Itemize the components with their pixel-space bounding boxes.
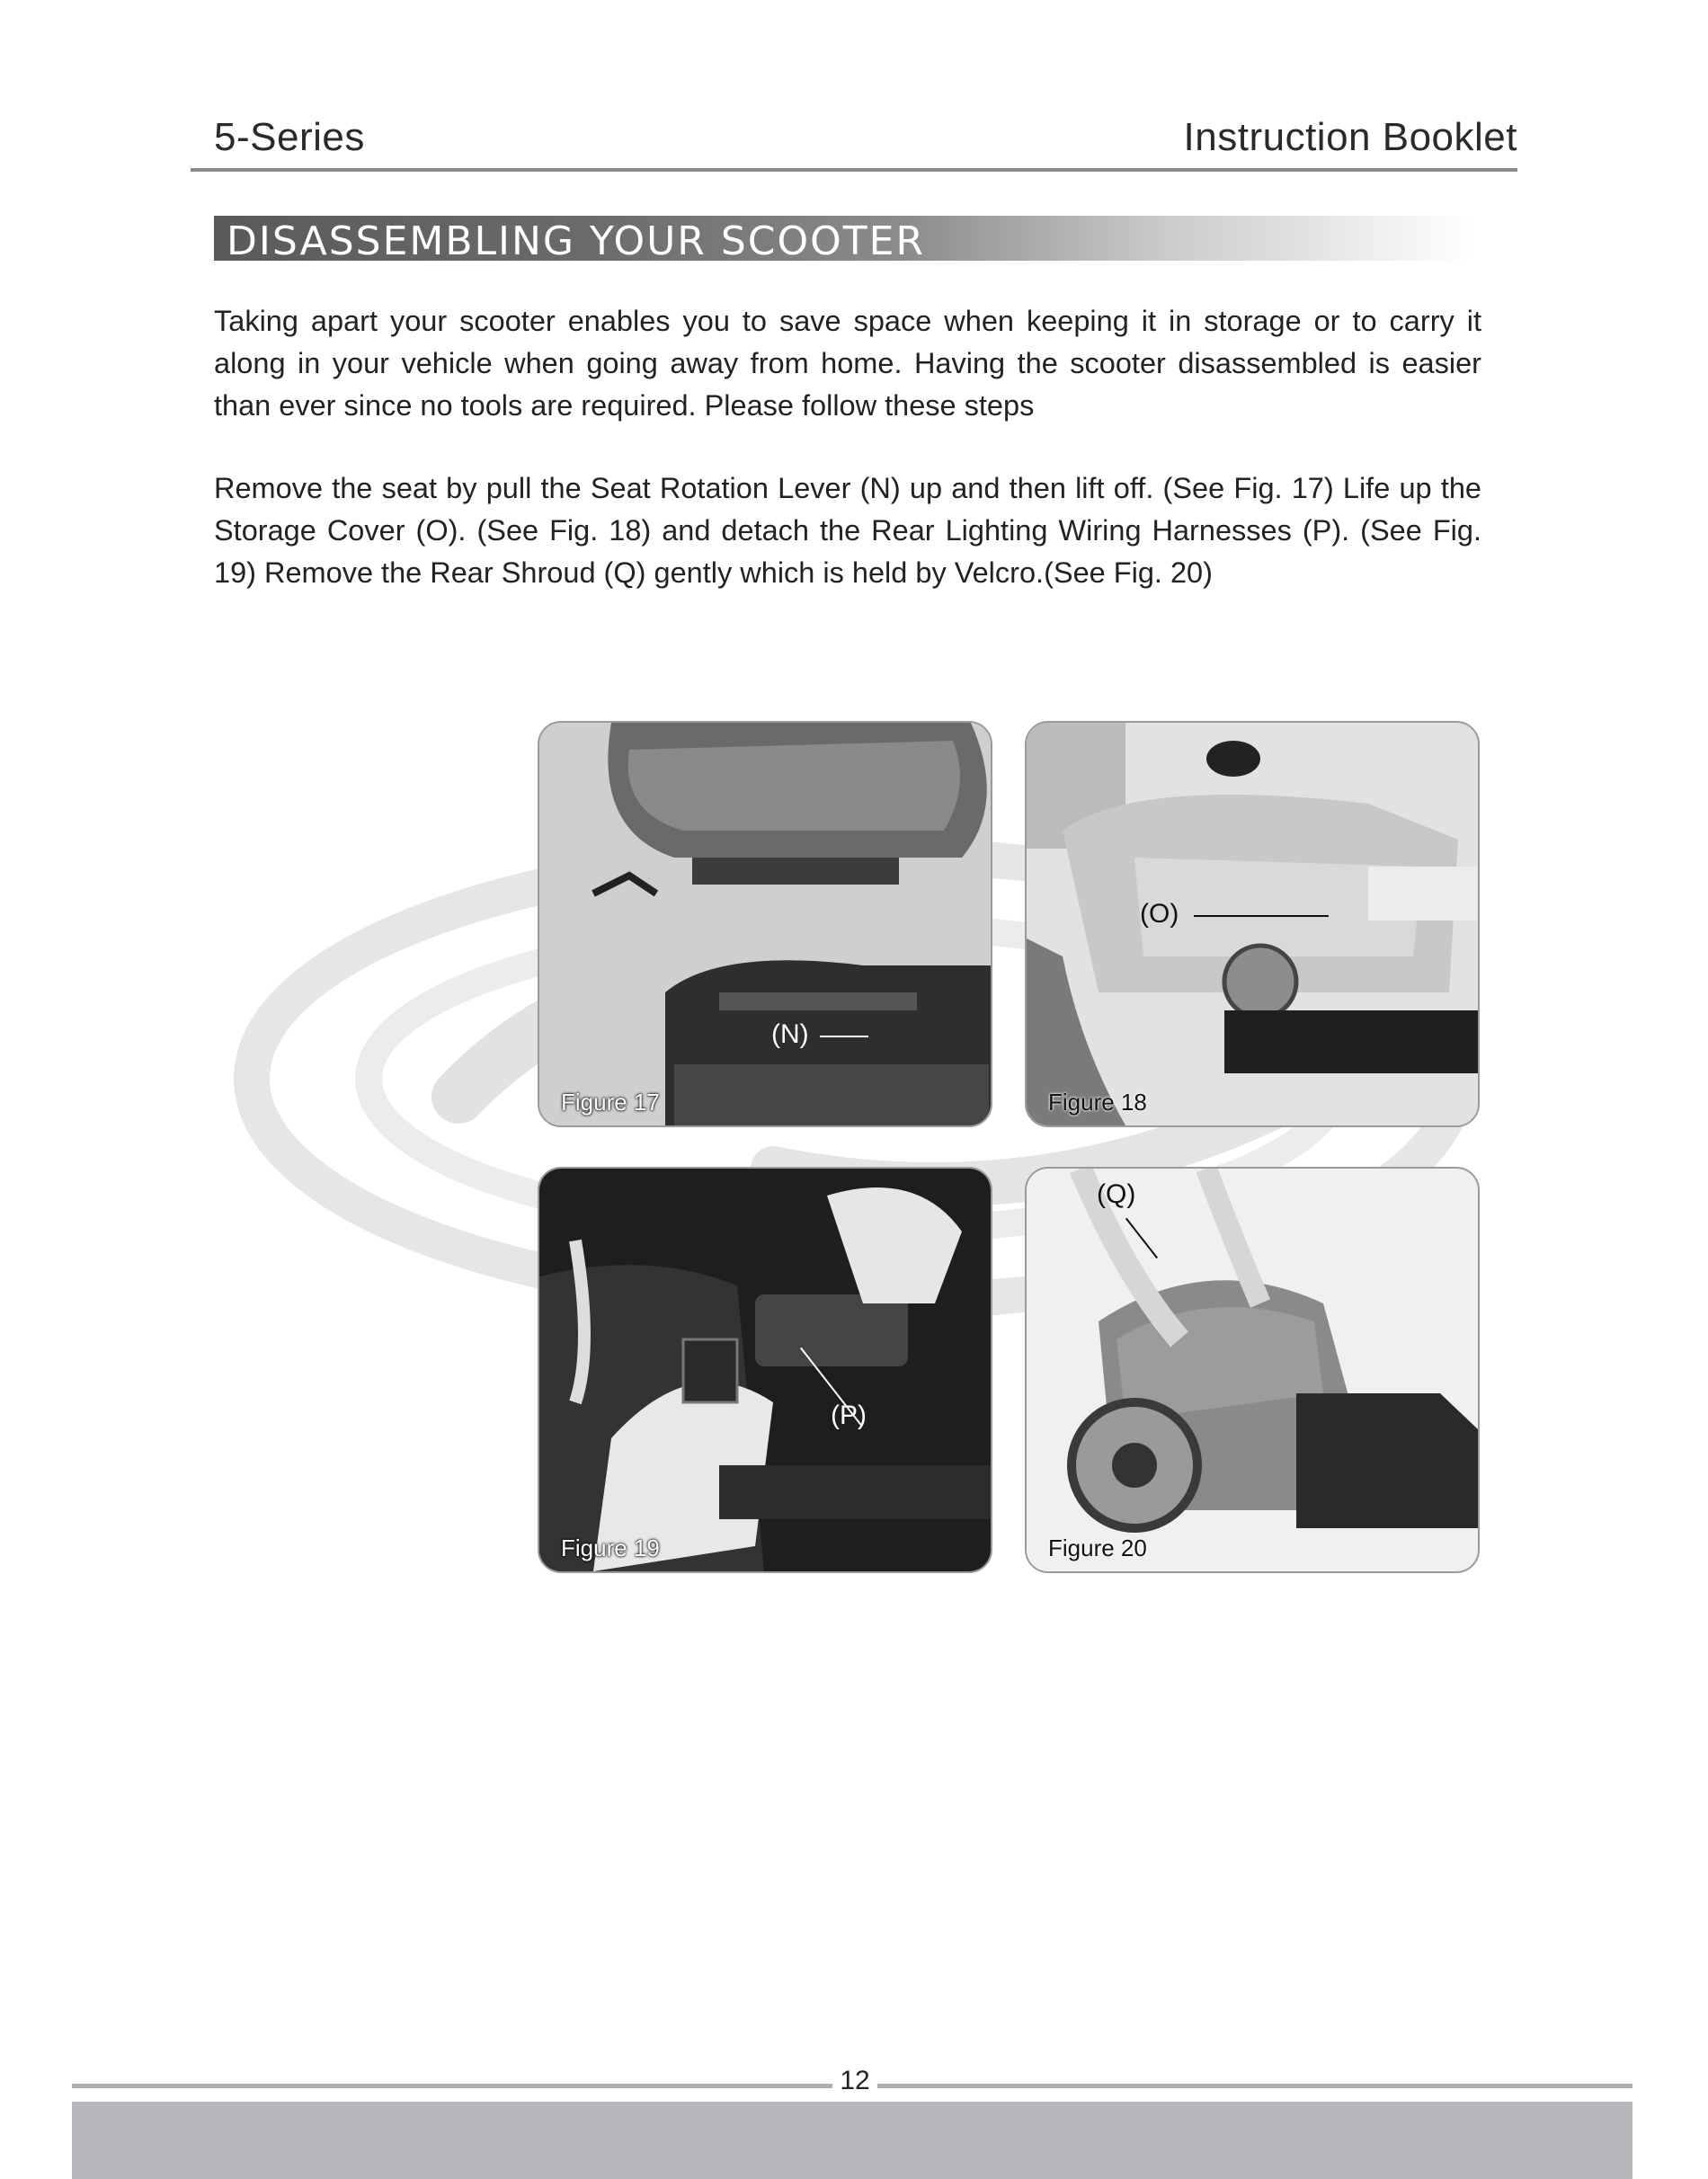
section-title: DISASSEMBLING YOUR SCOOTER: [227, 218, 926, 264]
figure-17: [538, 721, 992, 1127]
figure-20-caption: Figure 20: [1048, 1534, 1147, 1561]
callout-n-leader: [820, 1036, 868, 1037]
footer-band: [72, 2102, 1632, 2179]
callout-q: (Q): [1097, 1179, 1136, 1209]
callout-p: (P): [831, 1401, 867, 1430]
callout-o: (O): [1140, 899, 1179, 929]
callout-n: (N): [771, 1019, 809, 1049]
storage-cover-photo: [1027, 723, 1478, 1125]
intro-paragraph: Taking apart your scooter enables you to save space when keeping it in storage or to carry it along in your vehicle when going away from home. Having the scooter disassembled is easier than ever since no tools are required. Please follow these steps: [214, 305, 1481, 422]
steps-paragraph: Remove the seat by pull the Seat Rotation Lever (N) up and then lift off. (See Fig. 17) Life up the Storage Cover (O). (See Fig. 18) and detach the Rear Lighting Wiring Harnesses (P). (See Fig. 19) Remove the Rear Shroud (Q) gently which is held by Velcro.(See Fig. 20): [214, 472, 1481, 589]
figure-20: [1025, 1167, 1480, 1573]
wiring-harness-photo: [539, 1169, 991, 1571]
section-banner: [214, 216, 1472, 264]
figure-19: [538, 1167, 992, 1573]
page-number: 12: [840, 2066, 870, 2095]
rear-shroud-photo: [1027, 1169, 1478, 1571]
figure-18-caption: Figure 18: [1048, 1089, 1147, 1116]
seat-rotation-photo: [539, 723, 991, 1125]
footer-rule-right: [877, 2084, 1632, 2088]
callout-o-leader: [1194, 915, 1329, 917]
header-rule: [191, 168, 1517, 172]
header-right-title: Instruction Booklet: [1183, 115, 1517, 159]
header-left-title: 5-Series: [214, 115, 365, 159]
figure-17-caption: Figure 17: [561, 1089, 660, 1116]
figure-19-caption: Figure 19: [561, 1534, 660, 1561]
figure-18: [1025, 721, 1480, 1127]
footer-rule-left: [72, 2084, 832, 2088]
